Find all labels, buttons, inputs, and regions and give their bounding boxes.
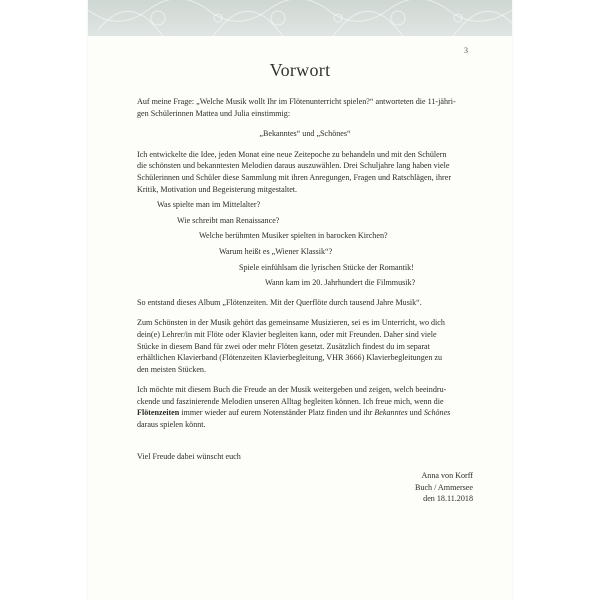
play-line: erhältlichen Klavierband (Flötenzeiten Klavierbegleitung, VHR 3666) Klavierbegleitungen zu [137,353,443,363]
wish-paragraph [137,384,473,430]
idea-line: die schönsten und bekanntesten Melodien daraus auszuwählen. Drei Schuljahre lang haben viele [137,161,450,171]
questions-cascade [137,199,473,289]
italic-schoenes: Schönes [423,408,451,418]
author-place: Buch / Ammersee [415,482,473,492]
closing-line: Viel Freude dabei wünscht euch [137,451,241,461]
wish-line: Ich möchte mit diesem Buch die Freude an der Musik weitergeben und zeigen, welch beeindru- [137,385,447,395]
page-number: 3 [464,46,468,55]
wish-text: immer wieder auf eurem Notenständer Platz finden und ihr [179,408,375,418]
play-line: Zum Schönsten in der Musik gehört das gemeinsame Musizieren, sei es im Unterricht, wo dich [137,318,445,328]
page-title: Vorwort [269,60,331,80]
question-renaissance: Wie schreibt man Renaissance? [177,215,280,225]
idea-line: Ich entwickelte die Idee, jeden Monat eine neue Zeitepoche zu behandeln und mit den Schülern [137,149,447,159]
wish-line: ckende und faszinierende Melodien unseren Alltag begleiten können. Ich freue mich, wenn die [137,396,444,406]
author-date: den 18.11.2018 [423,494,473,504]
intro-line-1: Auf meine Frage: „Welche Musik wollt Ihr im Flötenunterricht spielen?“ antworteten die 11-jähri- [137,97,456,106]
book-title-bold: Flötenzeiten [137,408,180,418]
author-name: Anna von Korff [421,471,473,481]
ornament-pattern-icon [88,0,512,36]
foreword-body [137,96,473,505]
idea-line: Kritik, Motivation und Begeisterung mitgestaltet. [137,184,298,194]
question-classic: Warum heißt es „Wiener Klassik“? [219,246,333,256]
play-paragraph [137,317,473,375]
answer-line: „Bekanntes“ und „Schönes“ [259,129,351,139]
decorative-banner [88,0,512,36]
play-line: dein(e) Lehrer/in mit Flöte oder Klavier begleiten kann, oder mit Freunden. Daher sind viele [137,329,437,339]
wish-text: und [407,408,424,418]
play-line: den meisten Stücken. [137,364,207,374]
idea-line: Schülerinnen und Schüler diese Sammlung mit ihren Anregungen, Fragen und Ratschlägen, ihrer [137,172,452,182]
question-romantic: Spiele einfühlsam die lyrischen Stücke der Romantik! [239,262,414,272]
album-line: So entstand dieses Album „Flötenzeiten. Mit der Querflöte durch tausend Jahre Musik“. [137,297,422,307]
question-baroque: Welche berühmten Musiker spielten in barocken Kirchen? [199,231,388,241]
question-filmmusic: Wann kam im 20. Jahrhundert die Filmmusik? [265,278,416,288]
play-line: Stücke in diesem Band für zwei oder mehr Flöten gesetzt. Zusätzlich findest du im separat [137,341,430,351]
question-medieval: Was spielte man im Mittelalter? [157,200,261,210]
signature-block [137,470,473,505]
intro-line-2: gen Schülerinnen Mattea und Julia einstimmig: [137,108,291,118]
document-page [88,0,512,600]
wish-line: daraus spielen könnt. [137,420,206,430]
wish-line [137,407,473,419]
idea-paragraph [137,149,473,195]
italic-bekanntes: Bekanntes [374,408,408,418]
